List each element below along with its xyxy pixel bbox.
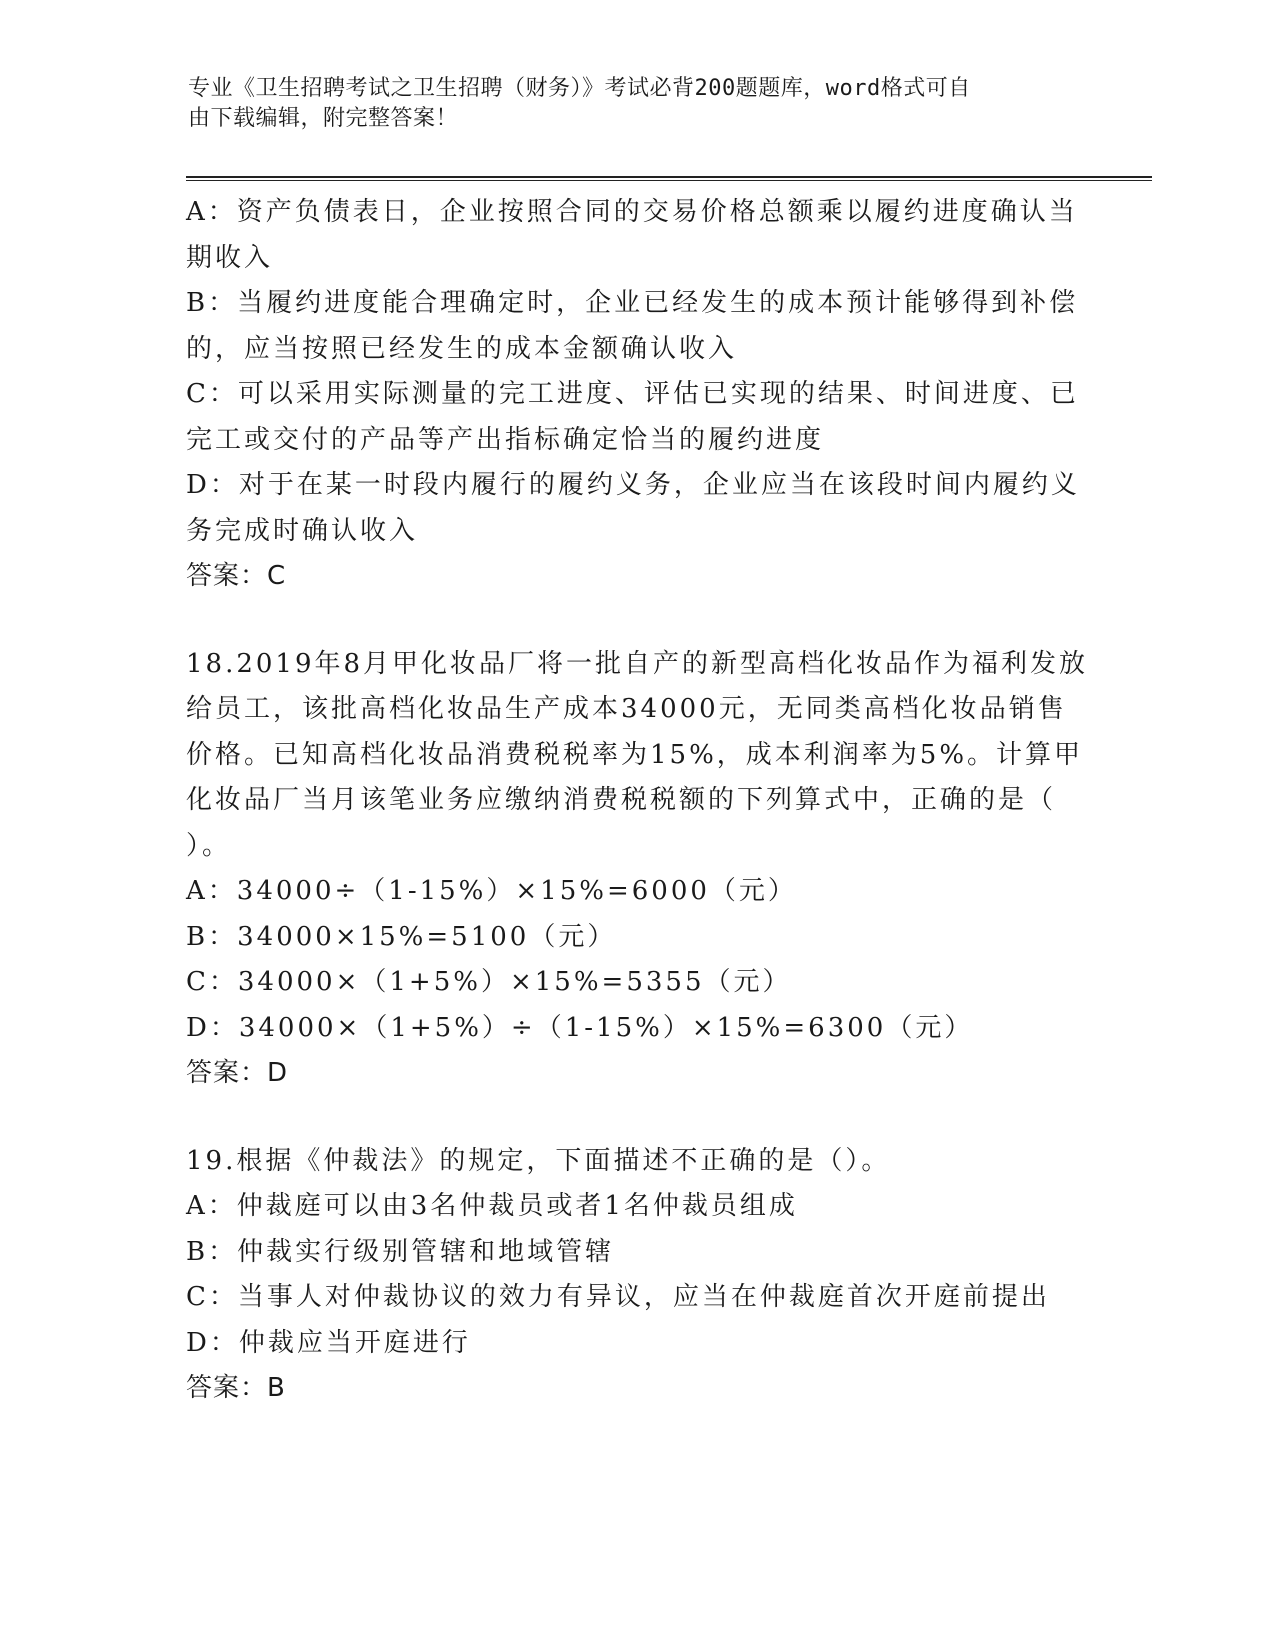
document-header [188, 74, 1088, 134]
q19-option-d: D：仲裁应当开庭进行 [186, 1327, 471, 1358]
q17-answer: 答案：C [186, 561, 287, 591]
q17-option-a-line-1: A：资产负债表日，企业按照合同的交易价格总额乘以履约进度确认当 [186, 197, 1078, 227]
q18-option-a: A：34000÷（1-15%）×15%=6000（元） [186, 876, 797, 906]
q18-stem-line-2: 给员工，该批高档化妆品生产成本34000元，无同类高档化妆品销售 [186, 694, 1067, 724]
header-line-2: 由下载编辑，附完整答案！ [188, 106, 459, 131]
q18-option-c: C：34000×（1+5%）×15%=5355（元） [186, 967, 792, 997]
q19-option-c: C：当事人对仲裁协议的效力有异议，应当在仲裁庭首次开庭前提出 [186, 1282, 1050, 1312]
spacer [186, 600, 1086, 642]
q18-stem-line-3: 价格。已知高档化妆品消费税税率为15%，成本利润率为5%。计算甲 [186, 739, 1084, 770]
q19-option-b: B：仲裁实行级别管辖和地域管辖 [186, 1236, 615, 1267]
q18-stem-line-4: 化妆品厂当月该笔业务应缴纳消费税税额的下列算式中，正确的是（ [186, 785, 1057, 815]
q17-option-c-line-1: C：可以采用实际测量的完工进度、评估已实现的结果、时间进度、已 [186, 379, 1079, 409]
question-19 [186, 1139, 1086, 1412]
header-divider [186, 176, 1152, 181]
q17-option-d-line-2: 务完成时确认收入 [186, 515, 419, 546]
q18-stem-line-1: 18.2019年8月甲化妆品厂将一批自产的新型高档化妆品作为福利发放 [186, 648, 1089, 679]
q19-option-a: A：仲裁庭可以由3名仲裁员或者1名仲裁员组成 [186, 1191, 798, 1221]
question-17 [186, 190, 1086, 600]
q19-answer: 答案：B [186, 1373, 286, 1403]
q18-stem-line-5: ）。 [186, 830, 232, 861]
q18-answer: 答案：D [186, 1058, 289, 1088]
q17-option-c-line-2: 完工或交付的产品等产出指标确定恰当的履约进度 [186, 424, 825, 455]
q17-option-d-line-1: D：对于在某一时段内履行的履约义务，企业应当在该段时间内履约义 [186, 470, 1080, 500]
q17-option-a-line-2: 期收入 [186, 242, 274, 273]
q18-option-b: B：34000×15%=5100（元） [186, 921, 617, 952]
q17-option-b-line-1: B：当履约进度能合理确定时，企业已经发生的成本预计能够得到补偿 [186, 288, 1079, 318]
spacer [186, 1097, 1086, 1139]
question-18 [186, 642, 1089, 1097]
question-content [186, 190, 1089, 1412]
header-line-1: 专业《卫生招聘考试之卫生招聘（财务）》考试必背200题题库，word格式可自 [188, 76, 971, 101]
q19-stem-line-1: 19.根据《仲裁法》的规定，下面描述不正确的是（）。 [186, 1145, 891, 1176]
q18-option-d: D：34000×（1+5%）÷（1-15%）×15%=6300（元） [186, 1012, 974, 1043]
q17-option-b-line-2: 的，应当按照已经发生的成本金额确认收入 [186, 333, 738, 364]
